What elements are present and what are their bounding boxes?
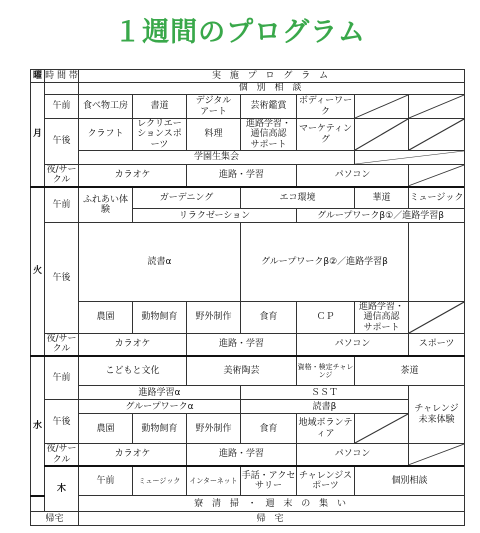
tue-pm-5: ＣＰ — [297, 302, 355, 334]
mon-pm-empty-2 — [409, 119, 465, 151]
tue-pm-label: 午後 — [45, 223, 79, 334]
wed-reading: 読書β — [241, 400, 409, 414]
thu-am-1: ミュージック — [133, 466, 187, 496]
mon-am-empty-1 — [355, 95, 409, 119]
tue-gwb1: グループワークβ①／進路学習β — [297, 209, 465, 223]
mon-assembly: 学園生集会 — [79, 151, 355, 165]
thu-am-3: 手話・アクセサリー — [241, 466, 297, 496]
tue-shinro: 進路学習・ 通信高認 サポート — [355, 302, 409, 334]
thu-am-4: チャレンジス ポーツ — [297, 466, 355, 496]
mon-am-5: ボディーワーク — [297, 95, 355, 119]
wed-ev-1: カラオケ — [79, 444, 187, 466]
tue-ev-1: カラオケ — [79, 334, 187, 356]
tue-ev-label: 夜/サークル — [46, 334, 77, 355]
header-program: 実 施 プ ロ グ ラ ム — [79, 70, 465, 83]
mon-pm-1: クラフト — [79, 119, 133, 151]
tue-pm-empty — [409, 302, 465, 334]
wed-pm-4: 食育 — [241, 414, 297, 444]
wed-ev-2: 進路・学習 — [187, 444, 297, 466]
wed-pm-label: 午後 — [45, 400, 79, 444]
mon-am-empty-2 — [409, 95, 465, 119]
mon-ev-2: 進路・学習 — [187, 165, 297, 187]
tue-kado: 華道 — [355, 187, 409, 209]
mon-blank — [45, 83, 79, 95]
day-tuesday: 火 — [31, 187, 45, 356]
mon-ev-1: カラオケ — [79, 165, 187, 187]
thu-dorm: 寮 清 掃 ・ 週 末 の 集 い — [79, 496, 465, 512]
day-monday: 月 — [31, 83, 45, 187]
tue-eco: エコ環境 — [241, 187, 355, 209]
mon-am-2: 書道 — [133, 95, 187, 119]
wed-am-label: 午前 — [45, 356, 79, 400]
mon-am-label: 午前 — [45, 95, 79, 119]
day-wednesday: 水 — [31, 356, 45, 496]
mon-ev-empty — [409, 165, 465, 187]
wed-challenge: チャレンジ 未来体験 — [409, 386, 465, 444]
tue-fureai: ふれあい体験 — [79, 187, 133, 223]
tue-pm-2: 動物飼育 — [133, 302, 187, 334]
mon-pm-2: レクリエーションスポーツ — [133, 119, 187, 151]
mon-consult: 個 別 相 談 — [79, 83, 465, 95]
thu-am-5: 個別相談 — [355, 466, 465, 496]
tue-ev-3: パソコン — [297, 334, 409, 356]
wed-ev-label: 夜/サークル — [46, 444, 77, 465]
thu-am-2: インターネット — [187, 466, 241, 496]
mon-am-3: デジタル アート — [187, 95, 241, 119]
wed-am-2: 美術陶芸 — [187, 356, 297, 386]
wed-am-1: こどもと文化 — [79, 356, 187, 386]
tue-ev-2: 進路・学習 — [187, 334, 297, 356]
tue-reading: 読書α — [79, 223, 241, 302]
mon-pm-3: 料理 — [187, 119, 241, 151]
wed-pm-5: 地域ボランティア — [297, 414, 355, 444]
weekly-schedule-table — [30, 69, 465, 526]
wed-am-3: 資格・検定チャレンジ — [297, 356, 355, 386]
header-period: 時 間 帯 — [45, 70, 78, 81]
mon-ev-label: 夜/サークル — [46, 165, 77, 186]
thu-am-label: 午前 — [79, 466, 133, 496]
wed-pm-1: 農園 — [79, 414, 133, 444]
mon-pm-4: 進路学習・ 通信高認 サポート — [241, 119, 297, 151]
wed-pm-3: 野外制作 — [187, 414, 241, 444]
tue-ev-4: スポーツ — [409, 334, 465, 356]
thu-blank — [31, 496, 45, 512]
wed-gwa: グループワークα — [79, 400, 241, 414]
mon-am-4: 芸術鑑賞 — [241, 95, 297, 119]
home-value: 帰 宅 — [79, 512, 465, 526]
tue-pm-1: 農園 — [79, 302, 133, 334]
tue-musical: ミュージック — [409, 187, 465, 209]
mon-am-1: 食べ物工房 — [79, 95, 133, 119]
mon-pm-5: マーケティング — [297, 119, 355, 151]
tue-pm-3: 野外制作 — [187, 302, 241, 334]
tue-pm-4: 食育 — [241, 302, 297, 334]
tue-am-label: 午前 — [45, 187, 79, 223]
wed-pm-2: 動物飼育 — [133, 414, 187, 444]
home-label: 帰宅 — [31, 512, 79, 526]
tue-gwb2: グループワークβ②／進路学習β — [241, 223, 409, 302]
day-thursday: 木 — [45, 466, 79, 512]
wed-ev-empty — [409, 444, 465, 466]
tue-gardening: ガーデニング — [133, 187, 241, 209]
tue-relax: リラクゼーション — [133, 209, 297, 223]
wed-am-4: 茶道 — [355, 356, 465, 386]
mon-ev-3: パソコン — [297, 165, 409, 187]
mon-pm-empty-1 — [355, 119, 409, 151]
wed-shinro: 進路学習α — [79, 386, 241, 400]
page-title: １週間のプログラム — [114, 17, 366, 48]
wed-ev-3: パソコン — [297, 444, 409, 466]
header-day: 曜 — [31, 70, 45, 83]
wed-sst: ＳＳＴ — [241, 386, 409, 400]
wed-pm-empty — [355, 414, 409, 444]
mon-pm-label: 午後 — [45, 119, 79, 165]
mon-assembly-empty — [355, 151, 465, 165]
